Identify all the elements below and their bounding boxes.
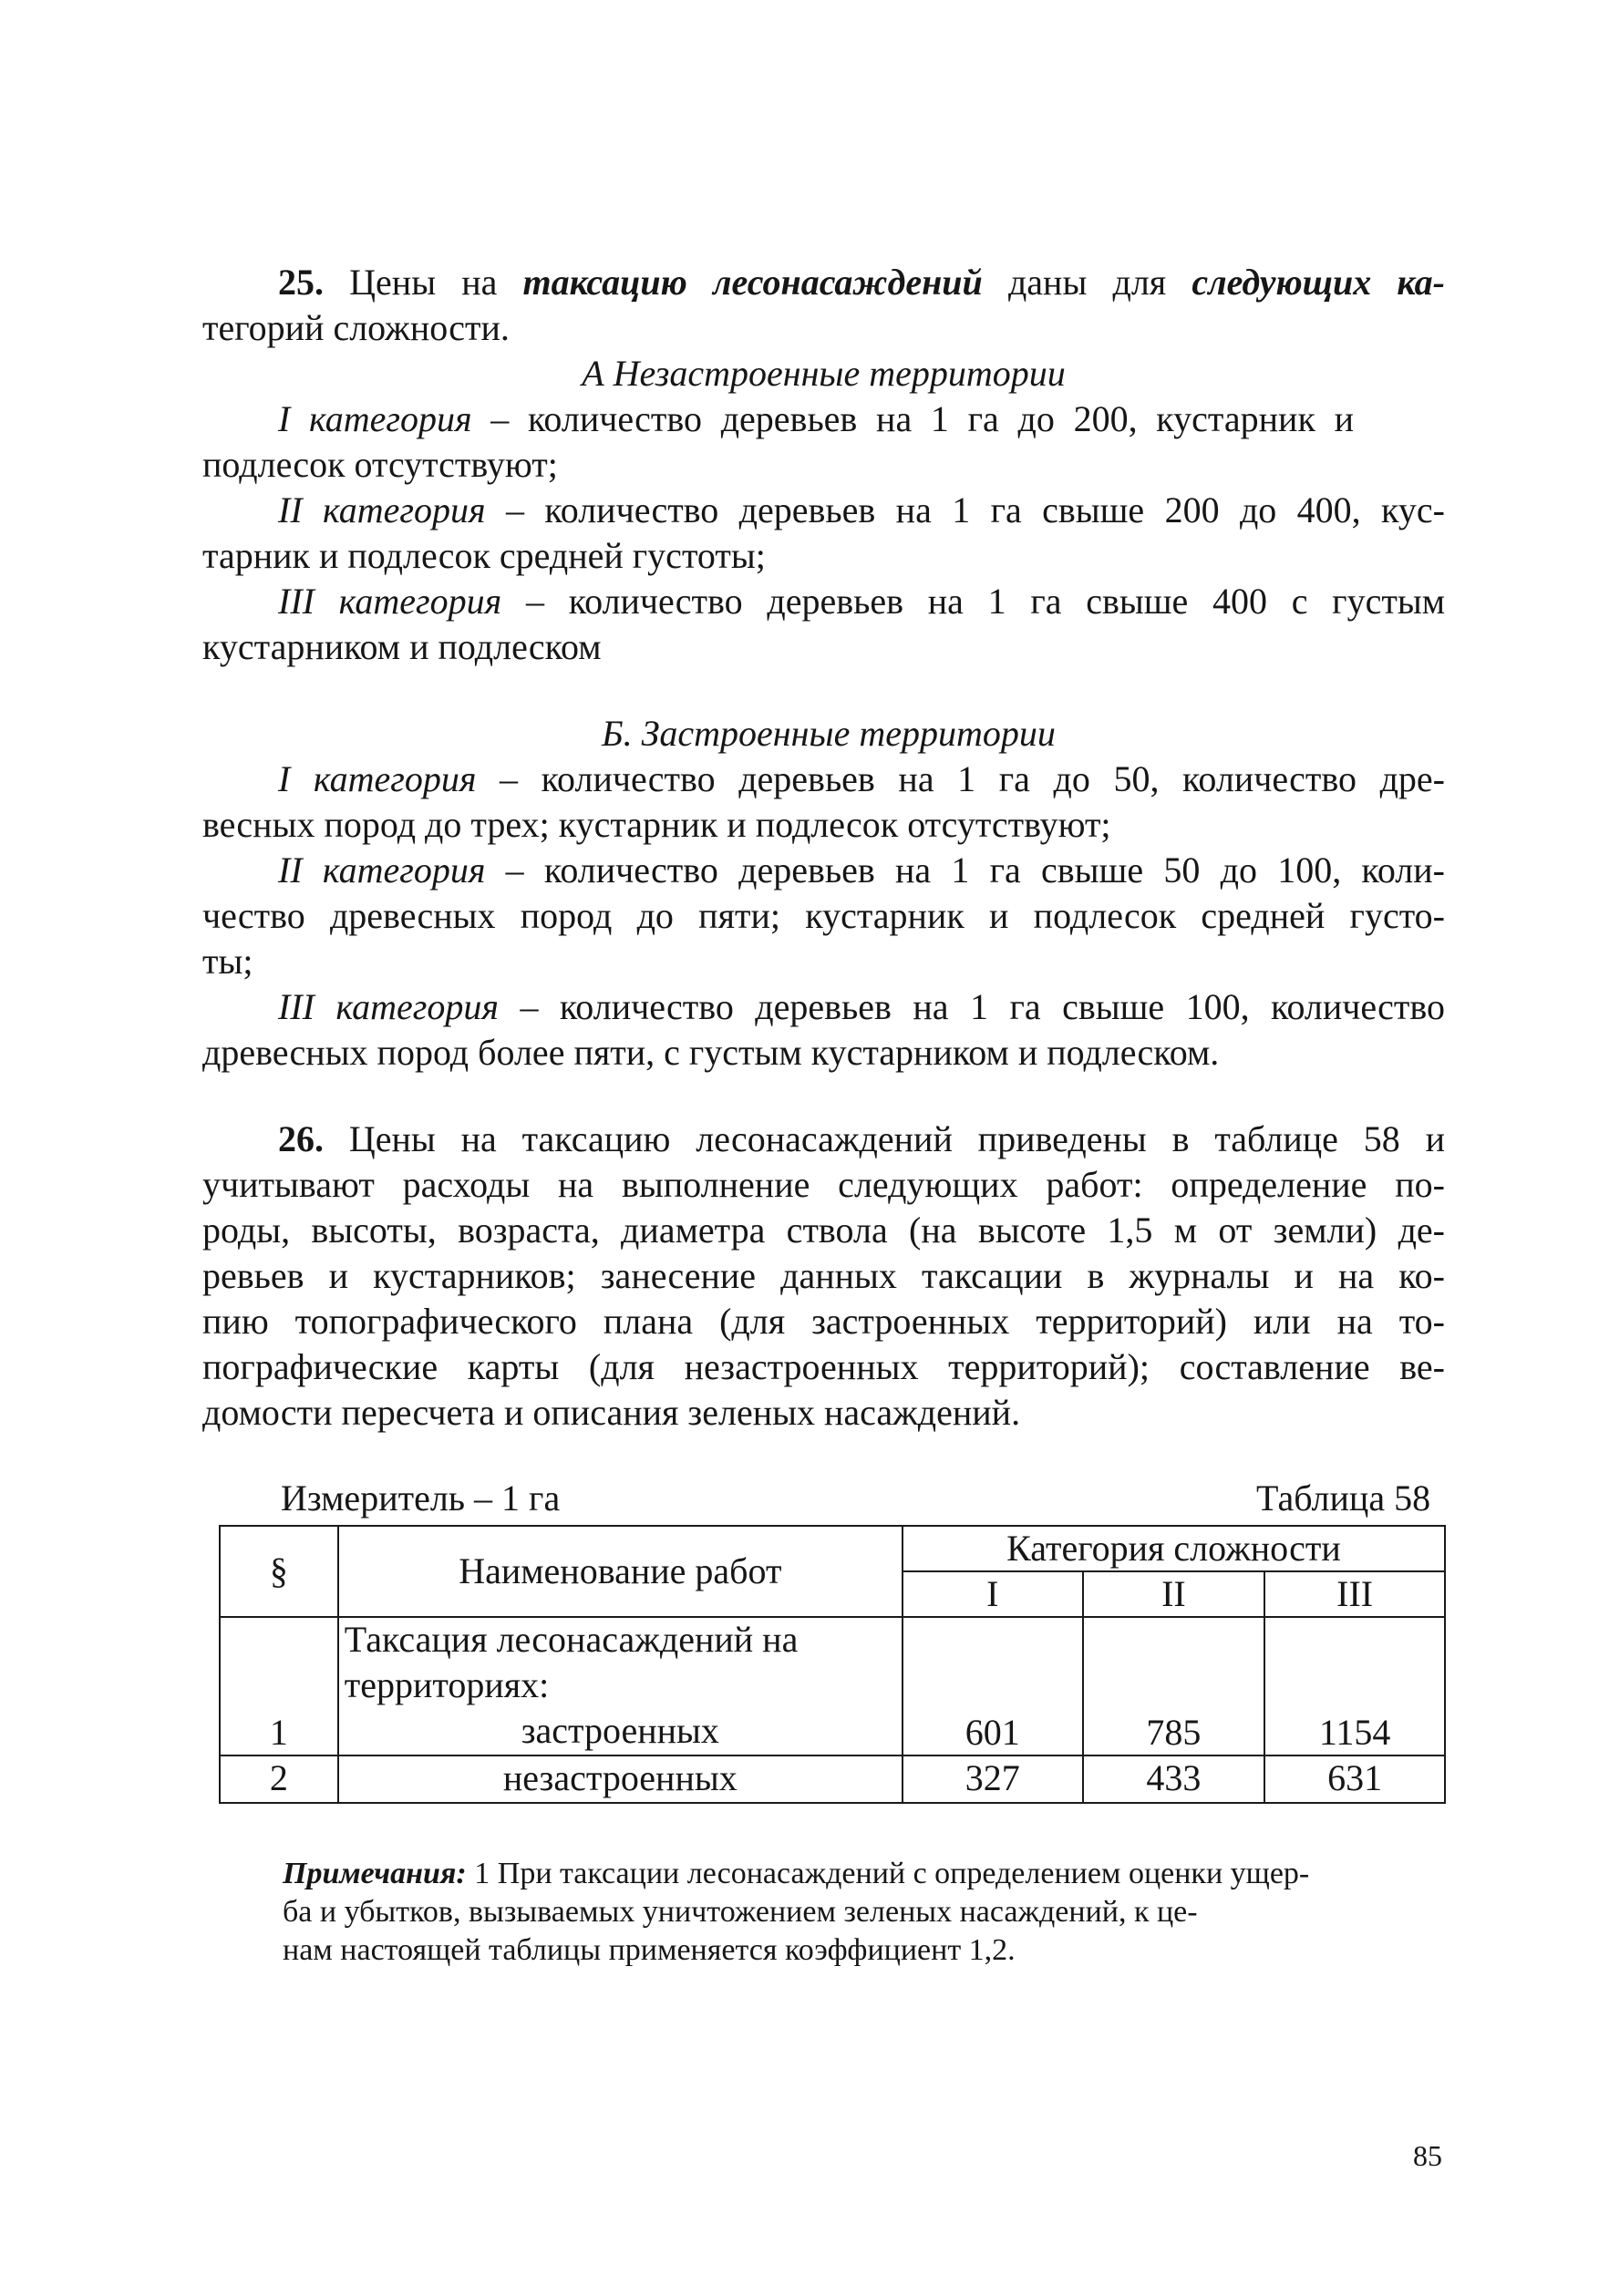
category-label: II категория	[278, 489, 486, 530]
text-span: даны для	[982, 262, 1192, 303]
section-26-line-6: пографические карты (для незастроенных территорий); составление ве-	[202, 1346, 1445, 1387]
header-category: Категория сложности	[903, 1526, 1445, 1571]
category-b3-line-1	[278, 984, 1445, 1030]
category-a1-line-1	[278, 396, 1354, 442]
header-cat-3: III	[1264, 1571, 1445, 1617]
category-label: I категория	[278, 398, 472, 439]
row-2-cat-1: 327	[903, 1755, 1083, 1803]
header-cat-1: I	[903, 1571, 1083, 1617]
section-26-number: 26.	[278, 1118, 324, 1159]
text-span: 1 При таксации лесонасаждений с определением оценки ущер-	[466, 1857, 1310, 1890]
section-26-line-4: ревьев и кустарников; занесение данных таксации в журналы и на ко-	[202, 1255, 1445, 1296]
category-b1-line-2: весных пород до трех; кустарник и подлесок отсутствуют;	[202, 804, 1111, 845]
note-line-3: нам настоящей таблицы применяется коэффициент 1,2.	[283, 1933, 1016, 1967]
price-table	[219, 1525, 1446, 1804]
header-section: §	[220, 1526, 338, 1617]
text-span: – количество деревьев на 1 га свыше 400 с густым	[501, 581, 1446, 622]
table-row	[220, 1617, 1445, 1663]
subtitle-undeveloped: А Незастроенные территории	[582, 353, 1066, 394]
table-caption: Таблица 58	[1256, 1477, 1431, 1519]
category-label: II категория	[278, 849, 486, 891]
note-line-2: ба и убытков, вызываемых уничтожением зеленых насаждений, к це-	[283, 1895, 1198, 1929]
text-span: – количество деревьев на 1 га до 50, количество дре-	[476, 758, 1446, 799]
row-2-cat-3: 631	[1264, 1755, 1445, 1803]
section-25-line-2: тегорий сложности.	[202, 307, 510, 348]
section-26-line-5: пию топографического плана (для застроенных территорий) или на то-	[202, 1301, 1445, 1342]
section-25-line-1	[278, 260, 1445, 305]
page-number: 85	[1413, 2139, 1442, 2172]
note-line-1	[283, 1855, 1309, 1893]
text-span: – количество деревьев на 1 га свыше 200 до 400, кус-	[485, 489, 1445, 530]
category-label: III категория	[278, 986, 499, 1027]
category-a2-line-1	[278, 488, 1445, 533]
text-span: – количество деревьев на 1 га до 200, кустарник и	[471, 398, 1354, 439]
section-26-line-1	[278, 1117, 1445, 1162]
header-work-name: Наименование работ	[338, 1526, 903, 1617]
category-a1-line-2: подлесок отсутствуют;	[202, 444, 558, 485]
category-b2-line-1	[278, 848, 1445, 893]
section-25-emphasis: таксацию лесонасаждений	[522, 262, 983, 303]
text-span: Цены на	[324, 262, 523, 303]
header-cat-2: II	[1083, 1571, 1265, 1617]
section-26-line-3: роды, высоты, возраста, диаметра ствола (на высоте 1,5 м от земли) де-	[202, 1210, 1445, 1251]
text-span: Цены на таксацию лесонасаждений приведены в таблице 58 и	[324, 1118, 1445, 1159]
text-span: – количество деревьев на 1 га свыше 50 до 100, коли-	[485, 849, 1445, 891]
text-span: – количество деревьев на 1 га свыше 100, количество	[498, 986, 1446, 1027]
category-b2-line-3: ты;	[202, 941, 253, 982]
row-1-cat-1: 601	[903, 1617, 1083, 1755]
row-1-cat-3: 1154	[1264, 1617, 1445, 1755]
table-row	[220, 1755, 1445, 1803]
category-b3-line-2: древесных пород более пяти, с густым кустарником и подлеском.	[202, 1032, 1220, 1073]
row-2-name: незастроенных	[338, 1755, 903, 1803]
row-1-cat-2: 785	[1083, 1617, 1265, 1755]
category-b2-line-2: чество древесных пород до пяти; кустарник и подлесок средней густо-	[202, 895, 1445, 936]
category-a3-line-1	[278, 579, 1445, 624]
section-25-emphasis-2: следующих ка-	[1192, 262, 1445, 303]
category-label: III категория	[278, 581, 502, 622]
category-a3-line-2: кустарником и подлеском	[202, 626, 602, 667]
note-label: Примечания:	[283, 1857, 467, 1890]
section-26-line-7: домости пересчета и описания зеленых насаждений.	[202, 1392, 1021, 1433]
row-2-cat-2: 433	[1083, 1755, 1265, 1803]
category-label: I категория	[278, 758, 477, 799]
subtitle-developed: Б. Застроенные территории	[602, 713, 1056, 754]
category-b1-line-1	[278, 757, 1445, 802]
category-a2-line-2: тарник и подлесок средней густоты;	[202, 535, 766, 576]
section-25-number: 25.	[278, 262, 324, 303]
group-label-line-1: Таксация лесонасаждений на	[338, 1617, 903, 1663]
row-2-num: 2	[220, 1755, 338, 1803]
group-label-line-2: территориях:	[338, 1663, 903, 1709]
table-unit: Измеритель – 1 га	[281, 1477, 561, 1519]
row-1-name: застроенных	[338, 1709, 903, 1755]
section-26-line-2: учитывают расходы на выполнение следующих работ: определение по-	[202, 1164, 1445, 1205]
row-1-num: 1	[220, 1617, 338, 1755]
